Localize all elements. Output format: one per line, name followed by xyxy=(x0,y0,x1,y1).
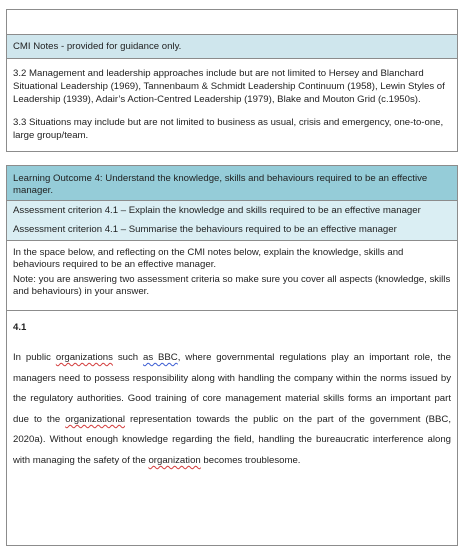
cmi-notes-body[interactable] xyxy=(7,59,457,142)
learning-outcome-header xyxy=(7,166,457,201)
spellcheck-word[interactable]: organizational xyxy=(65,413,125,425)
spellcheck-word[interactable]: organization xyxy=(148,454,201,466)
answer-number: 4.1 xyxy=(13,322,27,333)
answer-area[interactable] xyxy=(7,311,457,472)
grammar-check-phrase[interactable]: as BBC xyxy=(142,352,178,363)
assessment-criteria xyxy=(7,201,457,241)
spellcheck-word[interactable]: organizations xyxy=(55,352,113,363)
blank-row xyxy=(7,10,457,35)
note-3-2: 3.2 Management and leadership approaches include but are not limited to Hersey and Blanchard Situational Leadership (1969), Tannenbaum & Schmidt Leadership Continuum (1958), Lewin Styles of Leadership (1939), Adair’s Action-Centred Leadership (1979), Blake and Mouton Grid (c.1950s). xyxy=(13,68,445,105)
instruction-text: In the space below, and reflecting on the CMI notes below, explain the knowledge, skills and behaviours required to be an effective manager. xyxy=(13,247,404,270)
criterion-summarise: Assessment criterion 4.1 – Summarise the behaviours required to be an effective manager xyxy=(13,224,397,235)
instruction-note: Note: you are answering two assessment criteria so make sure you cover all aspects (knowledge, skills and behaviours) in your answer. xyxy=(13,274,451,297)
learning-outcome-table xyxy=(6,165,458,546)
learning-outcome-text: Learning Outcome 4: Understand the knowledge, skills and behaviours required to be an effective manager. xyxy=(13,173,428,196)
note-3-3: 3.3 Situations may include but are not limited to business as usual, crisis and emergency, one-to-one, large group/team. xyxy=(13,117,444,141)
instructions xyxy=(7,241,457,311)
cmi-notes-header xyxy=(7,35,457,59)
cmi-notes-table xyxy=(6,9,458,152)
criterion-explain: Assessment criterion 4.1 – Explain the knowledge and skills required to be an effective manager xyxy=(13,205,421,216)
cmi-notes-header-text: CMI Notes - provided for guidance only. xyxy=(13,41,182,52)
answer-text[interactable]: In public organizations such as BBC, where governmental regulations play an important role, the managers need to possess responsibility along with handling the company within the norms issued by the regulatory authorities. Good training of core management material skills forms an important part due to the organizational representation towards the public on the part of the government (BBC, 2020a). Without enough knowledge regarding the field, handling the bureaucratic interference along with managing the safety of the organization becomes troublesome. xyxy=(13,352,451,466)
